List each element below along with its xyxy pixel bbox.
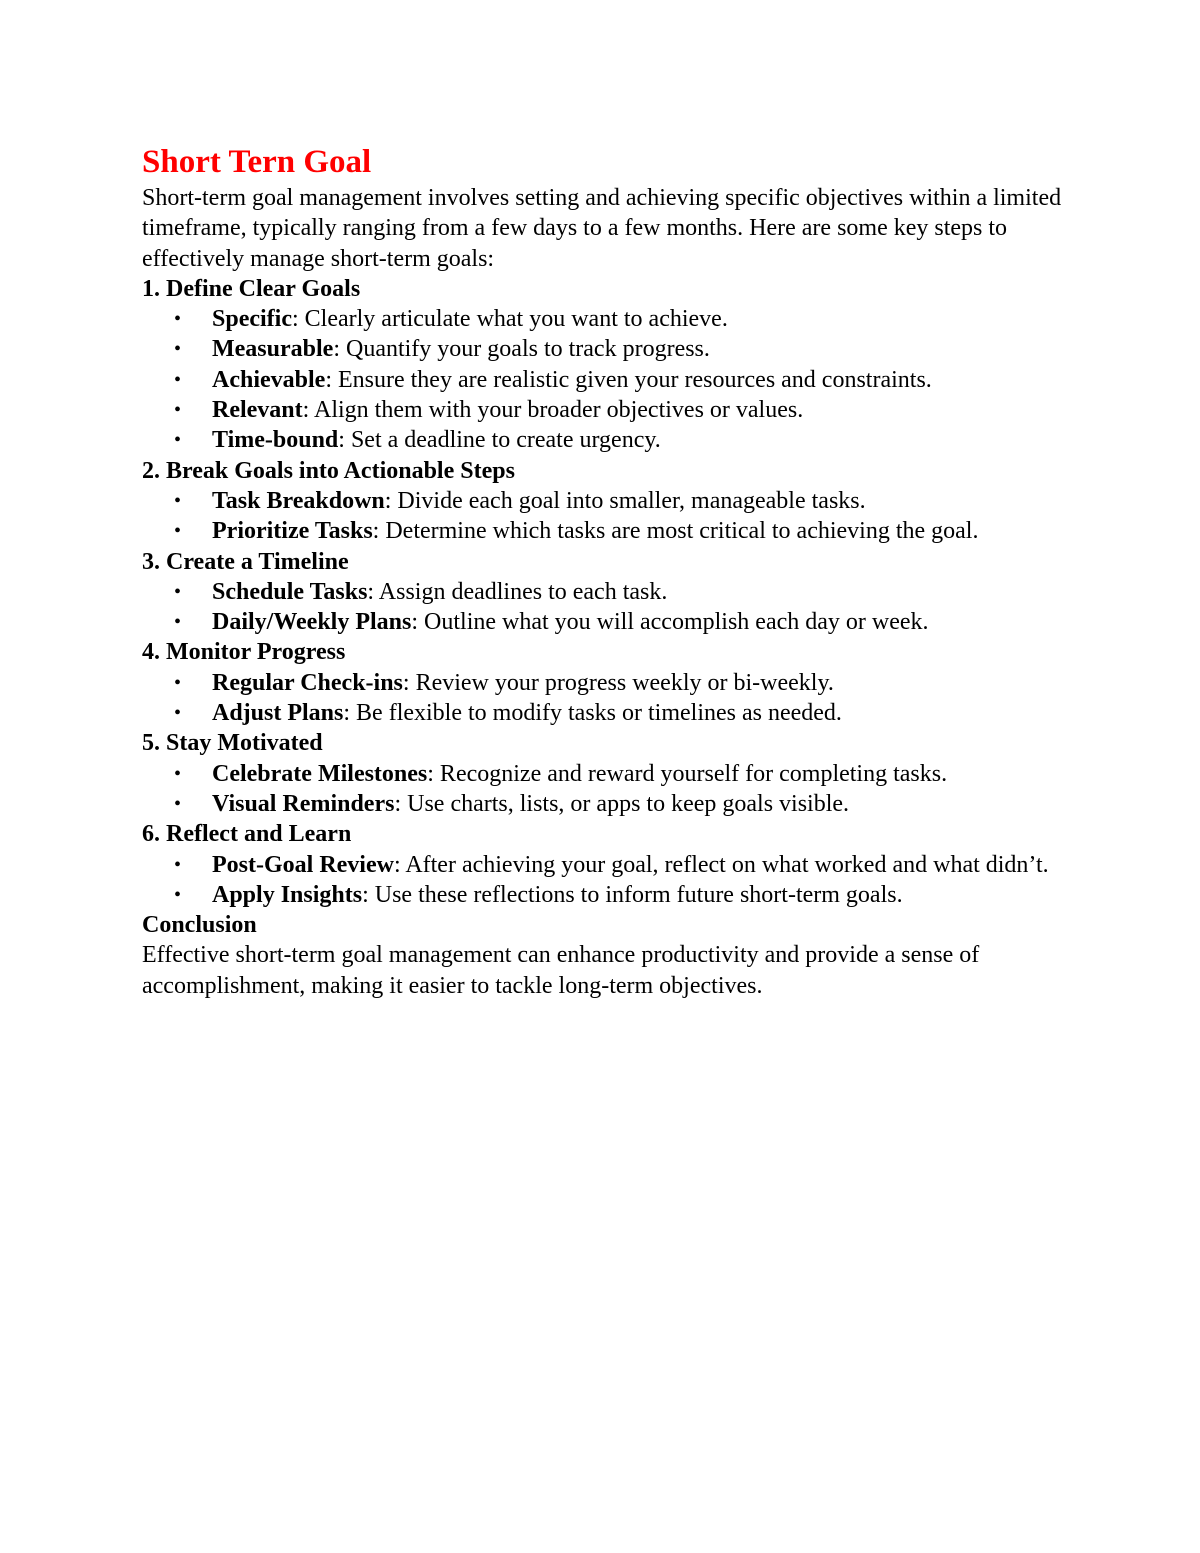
section-heading: 4. Monitor Progress <box>142 639 346 666</box>
bullet-icon: • <box>174 671 182 694</box>
bullet-icon: • <box>174 580 182 603</box>
item-text: : Quantify your goals to track progress. <box>333 336 710 363</box>
section-3 <box>142 547 1072 638</box>
bullet-list <box>142 304 1072 455</box>
section-2 <box>142 456 1072 547</box>
item-text: : Assign deadlines to each task. <box>367 578 668 605</box>
list-item <box>142 304 1072 334</box>
conclusion-paragraph: Effective short-term goal management can enhance productivity and provide a sense of accomplishment, making it easier to tackle long-term objectives. <box>142 942 980 999</box>
item-text: : Divide each goal into smaller, manageable tasks. <box>384 487 866 514</box>
item-term: Relevant <box>212 397 303 424</box>
list-item <box>142 425 1072 455</box>
list-item <box>142 365 1072 395</box>
item-term: Time-bound <box>212 427 339 454</box>
bullet-icon: • <box>174 883 182 906</box>
item-text: : Review your progress weekly or bi-weekly. <box>402 669 834 696</box>
list-item <box>142 607 1072 637</box>
section-heading: 2. Break Goals into Actionable Steps <box>142 457 515 484</box>
list-item <box>142 698 1072 728</box>
section-6 <box>142 819 1072 910</box>
bullet-list <box>142 486 1072 547</box>
section-4 <box>142 637 1072 728</box>
item-term: Daily/Weekly Plans <box>212 609 412 636</box>
bullet-list <box>142 577 1072 638</box>
bullet-icon: • <box>174 853 182 876</box>
item-term: Apply Insights <box>212 881 363 908</box>
section-heading: 3. Create a Timeline <box>142 548 349 575</box>
item-text: : Use these reflections to inform future short-term goals. <box>362 881 903 908</box>
item-term: Regular Check-ins <box>212 669 403 696</box>
list-item <box>142 759 1072 789</box>
item-text: : Use charts, lists, or apps to keep goals visible. <box>394 790 850 817</box>
item-text: : Recognize and reward yourself for completing tasks. <box>427 760 948 787</box>
item-term: Post-Goal Review <box>212 851 394 878</box>
bullet-icon: • <box>174 399 182 422</box>
item-text: : After achieving your goal, reflect on what worked and what didn’t. <box>393 851 1049 878</box>
bullet-icon: • <box>174 762 182 785</box>
section-heading: 1. Define Clear Goals <box>142 275 361 302</box>
item-text: : Ensure they are realistic given your resources and constraints. <box>325 366 932 393</box>
bullet-icon: • <box>174 308 182 331</box>
item-term: Task Breakdown <box>212 487 385 514</box>
document-page <box>142 141 1072 1001</box>
list-item <box>142 486 1072 516</box>
intro-paragraph: Short-term goal management involves setting and achieving specific objectives within a limited timeframe, typically ranging from a few days to a few months. Here are some key steps to effectively manage short-term goals: <box>142 185 1062 272</box>
item-text: : Be flexible to modify tasks or timelines as needed. <box>343 700 842 727</box>
bullet-icon: • <box>174 520 182 543</box>
bullet-icon: • <box>174 368 182 391</box>
item-text: : Clearly articulate what you want to achieve. <box>291 306 728 333</box>
conclusion-heading: Conclusion <box>142 912 257 939</box>
bullet-list <box>142 759 1072 820</box>
item-term: Celebrate Milestones <box>212 760 428 787</box>
bullet-list <box>142 668 1072 729</box>
item-term: Schedule Tasks <box>212 578 368 605</box>
bullet-icon: • <box>174 792 182 815</box>
section-heading: 6. Reflect and Learn <box>142 821 352 848</box>
item-term: Specific <box>212 306 292 333</box>
bullet-icon: • <box>174 702 182 725</box>
section-5 <box>142 728 1072 819</box>
list-item <box>142 880 1072 910</box>
list-item <box>142 334 1072 364</box>
item-term: Visual Reminders <box>212 790 395 817</box>
bullet-icon: • <box>174 489 182 512</box>
item-text: : Outline what you will accomplish each day or week. <box>411 609 929 636</box>
conclusion-section <box>142 910 1072 1001</box>
section-heading: 5. Stay Motivated <box>142 730 323 757</box>
item-term: Adjust Plans <box>212 700 344 727</box>
bullet-icon: • <box>174 338 182 361</box>
item-text: : Set a deadline to create urgency. <box>338 427 661 454</box>
item-text: : Determine which tasks are most critical to achieving the goal. <box>372 518 979 545</box>
document-title: Short Tern Goal <box>142 144 372 180</box>
bullet-list <box>142 850 1072 911</box>
list-item <box>142 577 1072 607</box>
list-item <box>142 789 1072 819</box>
item-text: : Align them with your broader objectives or values. <box>302 397 804 424</box>
list-item <box>142 516 1072 546</box>
item-term: Measurable <box>212 336 334 363</box>
list-item <box>142 668 1072 698</box>
list-item <box>142 395 1072 425</box>
item-term: Prioritize Tasks <box>212 518 373 545</box>
bullet-icon: • <box>174 429 182 452</box>
bullet-icon: • <box>174 611 182 634</box>
item-term: Achievable <box>212 366 326 393</box>
section-1 <box>142 274 1072 456</box>
list-item <box>142 850 1072 880</box>
